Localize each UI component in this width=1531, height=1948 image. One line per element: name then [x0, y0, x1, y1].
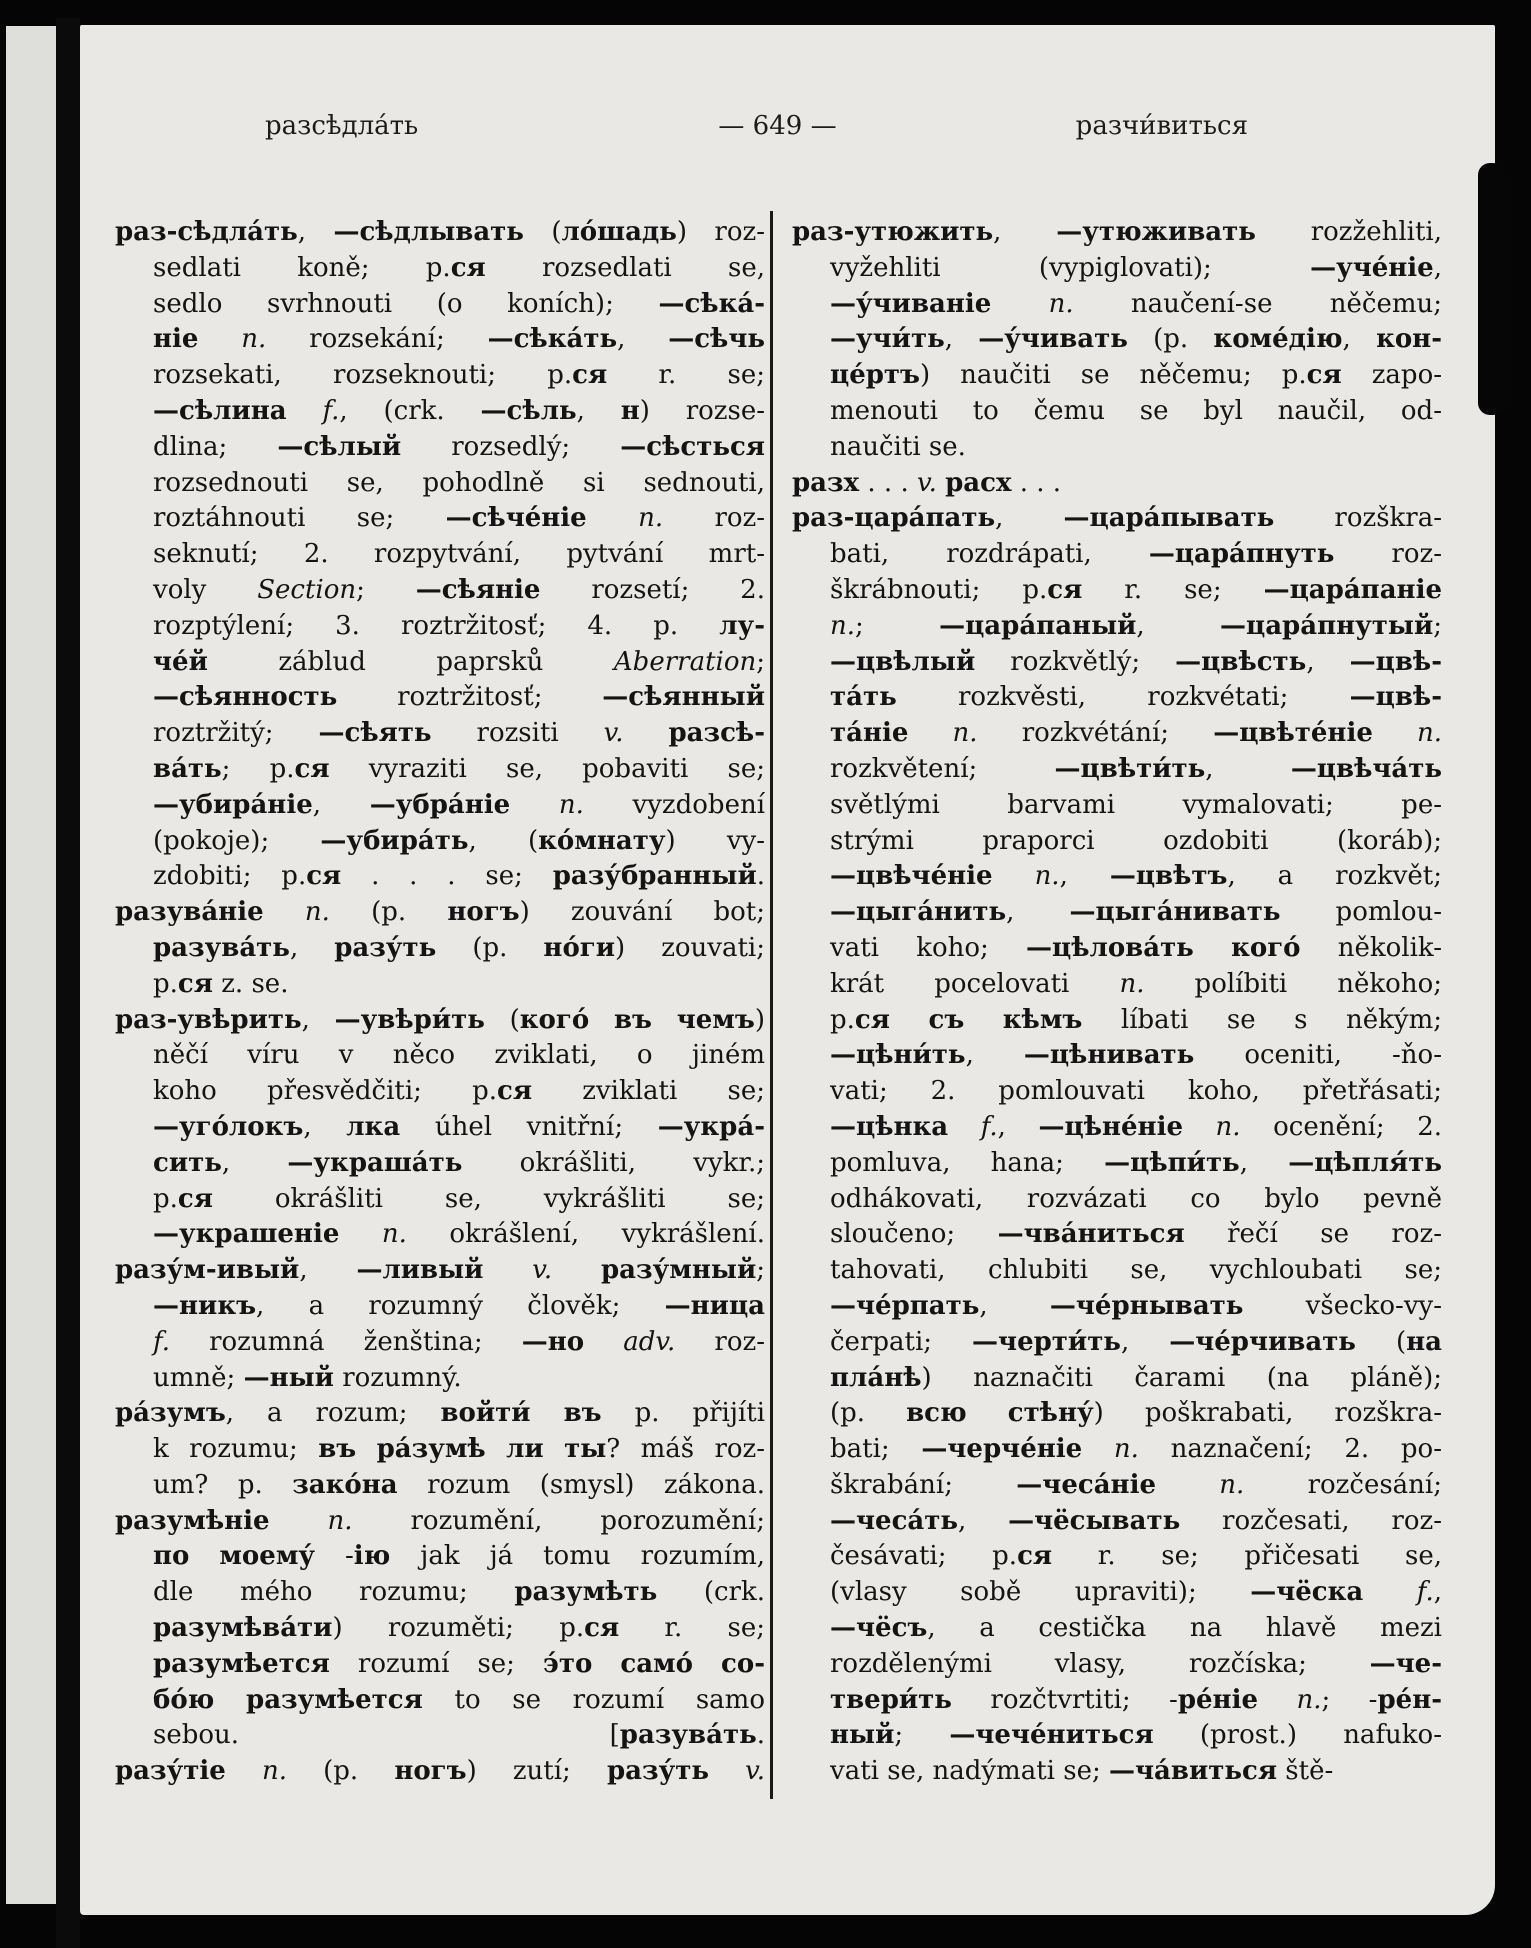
text-line: bati, rozdrápati, —цара́пнуть roz- [830, 539, 1442, 570]
text-line: rozptýlení; 3. roztržitosť; 4. p. лу- [153, 610, 765, 641]
text-line: naučiti se. [830, 431, 966, 462]
text-line: roztáhnouti se; —сѣче́ніе n. roz- [153, 503, 765, 534]
text-line: pomluva, hana; —цѣпи́ть, —цѣпля́ть [830, 1147, 1442, 1178]
text-line: твери́ть rozčtvrtiti; -ре́ніе n.; -ре́н- [830, 1684, 1442, 1715]
text-line: rozkvětení; —цвѣти́ть, —цвѣча́ть [830, 753, 1442, 784]
text-line: ніе n. rozsekání; —сѣка́ть, —сѣчь [153, 324, 765, 355]
text-line: —у́чиваніе n. naučení-se něčemu; [830, 288, 1442, 319]
text-line: раз-утюжить, —утюживать rozžehliti, [792, 217, 1442, 247]
text-line: vati se, nadýmati se; —ча́виться ště- [830, 1756, 1334, 1787]
running-head-left-word: разсѣдла́ть [265, 111, 419, 141]
text-line: разува́ть, разу́ть (p. но́ги) zouvati; [153, 932, 765, 963]
text-line: tahovati, chlubiti se, vychloubati se; [830, 1255, 1442, 1286]
text-line: vati koho; —цѣлова́ть кого́ několik- [830, 932, 1442, 963]
text-line: —украшеніе n. okrášlení, vykrášlení. [153, 1219, 765, 1250]
text-line: roztržitý; —сѣять rozsiti v. разсѣ- [153, 718, 765, 749]
text-line: odhákovati, rozvázati co bylo pevně [830, 1183, 1442, 1214]
text-line: p.ся съ кѣмъ líbati se s někým; [830, 1004, 1442, 1035]
text-line: sedlati koně; p.ся rozsedlati se, [153, 252, 765, 283]
text-line: та́ть rozkvěsti, rozkvétati; —цвѣ- [830, 682, 1442, 713]
text-line: —цѣнка f., —цѣне́ніе n. ocenění; 2. [830, 1111, 1442, 1142]
text-line: seknutí; 2. rozpytvání, pytvání mrt- [153, 539, 765, 570]
scan-ink-blot [1478, 163, 1505, 415]
book-spine-shadow [56, 18, 80, 1948]
dictionary-column-right [792, 215, 1442, 1790]
text-line: česávati; p.ся r. se; přičesati se, [830, 1541, 1442, 1572]
text-line: сить, —украша́ть okrášliti, vykr.; [153, 1147, 765, 1178]
dictionary-page [80, 25, 1495, 1915]
text-line: раз-цара́пать, —цара́пывать rozškra- [792, 503, 1442, 534]
text-line: n.; —цара́паный, —цара́пнутый; [830, 610, 1442, 641]
text-line: —цѣни́ть, —цѣнивать oceniti, -ňo- [830, 1040, 1442, 1071]
text-line: koho přesvědčiti; p.ся zviklati se; [153, 1076, 765, 1107]
text-line: p.ся okrášliti se, vykrášliti se; [153, 1183, 765, 1214]
text-line: něčí víru v něco zviklati, o jiném [153, 1040, 765, 1071]
text-line: бо́ю разумѣется to se rozumí samo [153, 1684, 765, 1715]
text-line: vyžehliti (vypiglovati); —уче́ніе, [830, 252, 1442, 283]
text-line: —сѣлина f., (crk. —сѣль, н) rozse- [153, 395, 765, 426]
text-line: zdobiti; p.ся . . . se; разу́бранный. [153, 861, 765, 892]
text-line: че́й záblud paprsků Aberration; [153, 646, 765, 677]
text-line: —никъ, a rozumný člověk; —ница [153, 1290, 765, 1321]
column-divider-rule [770, 211, 773, 1799]
text-line: menouti to čemu se byl naučil, od- [830, 395, 1442, 426]
text-line: škrábnouti; p.ся r. se; —цара́паніе [830, 574, 1442, 605]
text-line: strými praporci ozdobiti (koráb); [830, 825, 1442, 856]
text-line: škrabání; —чеса́ніе n. rozčesání; [830, 1469, 1442, 1500]
text-line: —цвѣлый rozkvětlý; —цвѣсть, —цвѣ- [830, 646, 1442, 677]
text-line: umně; —ный rozumný. [153, 1362, 462, 1393]
text-line: čerpati; —черти́ть, —че́рчивать (на [830, 1326, 1442, 1357]
text-line: krát pocelovati n. políbiti někoho; [830, 968, 1442, 999]
text-line: —цыга́нить, —цыга́нивать pomlou- [830, 897, 1442, 928]
text-line: та́ніе n. rozkvétání; —цвѣте́ніе n. [830, 718, 1442, 749]
text-line: (p. всю стѣну́) poškrabati, rozškra- [830, 1398, 1442, 1429]
text-line: —чеса́ть, —чёсывать rozčesati, roz- [830, 1505, 1442, 1536]
text-line: разумѣва́ти) rozuměti; p.ся r. se; [153, 1613, 765, 1644]
running-head [115, 111, 1440, 141]
text-line: sebou. [разува́ть. [153, 1720, 765, 1751]
text-line: —убира́ніе, —убра́ніе n. vyzdobení [153, 789, 765, 820]
text-line: по моему́ -ію jak já tomu rozumím, [153, 1541, 765, 1572]
text-line: це́ртъ) naučiti se něčemu; p.ся zapo- [830, 360, 1442, 391]
text-line: —уго́локъ, лка úhel vnitřní; —укра́- [153, 1111, 765, 1142]
text-line: ва́ть; p.ся vyraziti se, pobaviti se; [153, 753, 765, 784]
text-line: раз-сѣдла́ть, —сѣдлывать (ло́шадь) roz- [115, 217, 765, 247]
text-line: rozdělenými vlasy, rozčíska; —че- [830, 1648, 1442, 1679]
text-line: раз-увѣрить, —увѣри́ть (кого́ въ чемъ) [115, 1004, 765, 1035]
neighbor-page-edge [6, 26, 56, 1904]
text-line: f. rozumná ženština; —но adv. roz- [153, 1326, 765, 1357]
text-line: světlými barvami vymalovati; pe- [830, 789, 1442, 820]
text-line: разумѣніе n. rozumění, porozumění; [115, 1505, 765, 1536]
text-line: разх . . . v. расх . . . [792, 467, 1062, 498]
text-line: k rozumu; въ ра́зумѣ ли ты? máš roz- [153, 1434, 765, 1465]
text-line: sedlo svrhnouti (o koních); —сѣка́- [153, 288, 765, 319]
text-line: voly Section; —сѣяніе rozsetí; 2. [153, 574, 765, 605]
running-head-right-word: разчи́виться [1075, 111, 1248, 141]
text-line: —цвѣче́ніе n., —цвѣтъ, a rozkvět; [830, 861, 1442, 892]
text-line: um? p. зако́на rozum (smysl) zákona. [153, 1469, 765, 1500]
text-line: rozsekati, rozseknouti; p.ся r. se; [153, 360, 765, 391]
text-line: p.ся z. se. [153, 968, 289, 999]
text-line: разумѣется rozumí se; э́то само́ со- [153, 1648, 765, 1679]
text-line: —сѣянность roztržitosť; —сѣянный [153, 682, 765, 713]
text-line: (pokoje); —убира́ть, (ко́мнату) vy- [153, 825, 765, 856]
text-line: (vlasy sobě upraviti); —чёска f., [830, 1577, 1442, 1608]
text-line: ный; —чече́ниться (prost.) nafuko- [830, 1720, 1442, 1751]
text-line: —чёсъ, a cestička na hlavě mezi [830, 1613, 1442, 1644]
text-line: —учи́ть, —у́чивать (p. коме́дію, кон- [830, 324, 1442, 355]
text-line: разува́ніе n. (p. ногъ) zouvání bot; [115, 897, 765, 928]
text-line: rozsednouti se, pohodlně si sednouti, [153, 467, 765, 498]
text-line: разу́м-ивый, —ливый v. разу́мный; [115, 1255, 765, 1286]
text-line: разу́тіе n. (p. ногъ) zutí; разу́ть v. [115, 1756, 765, 1787]
text-line: bati; —черче́ніе n. naznačení; 2. po- [830, 1434, 1442, 1465]
text-line: —че́рпать, —че́рнывать všecko-vy- [830, 1290, 1442, 1321]
text-line: sloučeno; —чва́ниться řečí se roz- [830, 1219, 1442, 1250]
text-line: vati; 2. pomlouvati koho, přetřásati; [830, 1076, 1442, 1107]
text-line: dlina; —сѣлый rozsedlý; —сѣсться [153, 431, 765, 462]
text-line: ра́зумъ, a rozum; войти́ въ p. přijíti [115, 1398, 765, 1429]
dictionary-column-left [115, 215, 765, 1790]
page-number: — 649 — [718, 111, 837, 141]
text-line: dle mého rozumu; разумѣть (crk. [153, 1577, 765, 1608]
text-line: пла́нѣ) naznačiti čarami (na pláně); [830, 1362, 1442, 1393]
